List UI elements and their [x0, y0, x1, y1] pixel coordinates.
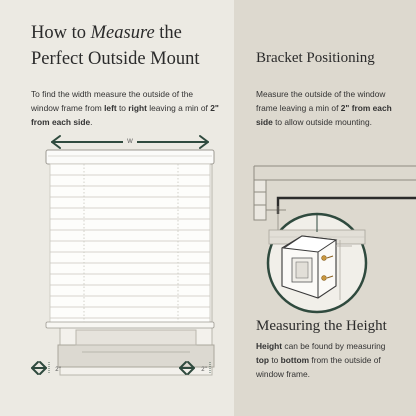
height-instructions: Height can be found by measuring top to bottom from the outside of window frame.	[256, 341, 386, 379]
corner-marker	[278, 198, 416, 214]
bracket-heading: Bracket Positioning	[256, 50, 375, 66]
bracket-instructions: Measure the outside of the window frame leaving a min of 2" from each side to allow outside mounting.	[256, 89, 392, 127]
left-side-label: 2"	[55, 367, 61, 373]
width-label: W	[127, 139, 133, 145]
width-instructions: To find the width measure the outside of the window frame from left to right leaving a min of 2" from each side.	[31, 89, 219, 127]
page-title: How to Measure the Perfect Outside Mount	[31, 23, 200, 69]
blind-headrail	[46, 150, 214, 164]
left-side-arrow	[32, 362, 46, 374]
right-side-label: 2"	[201, 367, 207, 373]
blind-slats	[46, 164, 214, 328]
height-heading: Measuring the Height	[256, 318, 387, 334]
